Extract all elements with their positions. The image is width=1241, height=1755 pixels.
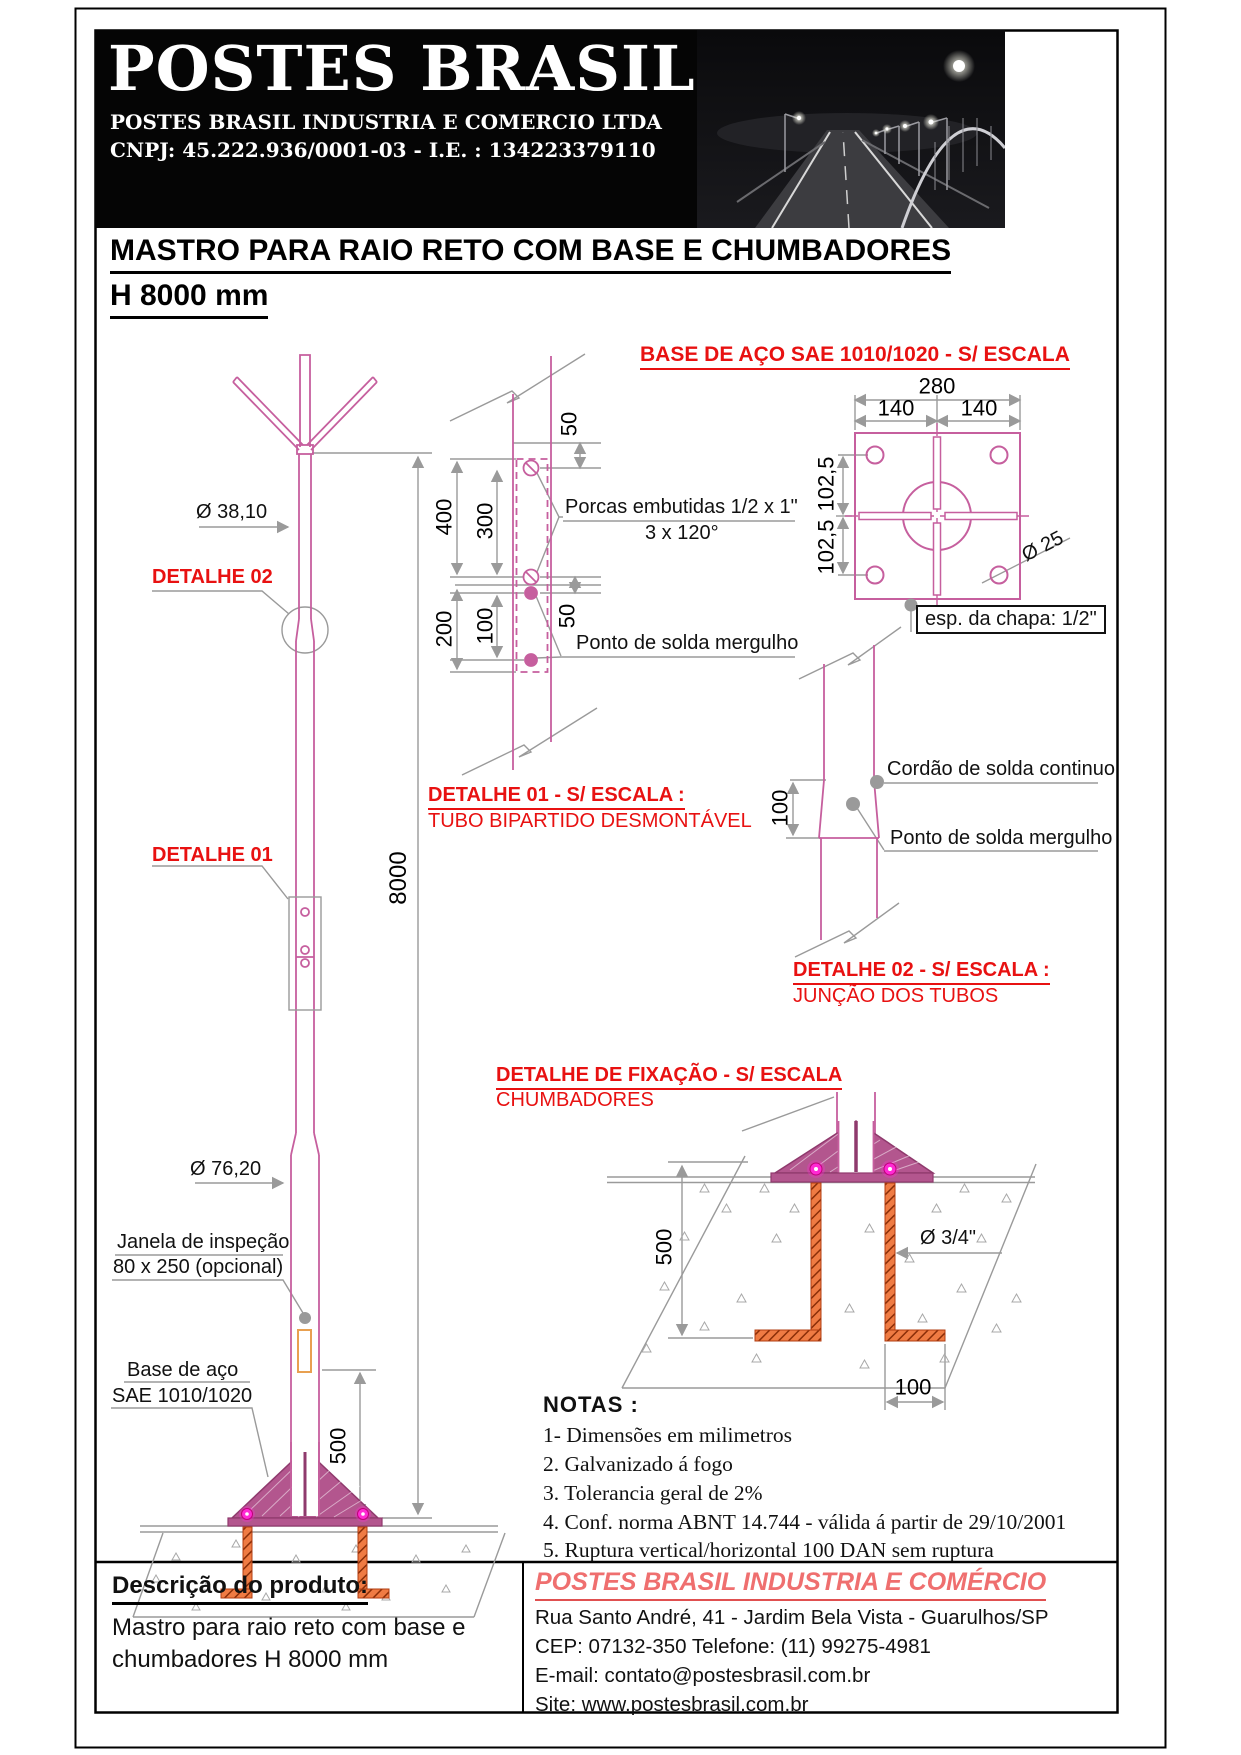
detail01-dim-200: 200 [431,610,457,648]
notes-heading: NOTAS : [543,1392,639,1417]
detail01-subtitle: TUBO BIPARTIDO DESMONTÁVEL [428,810,752,832]
hole-diameter-label: Ø 25 [1018,526,1068,567]
base-plate-dim-102-bottom: 102,5 [813,519,839,575]
footer-address: Rua Santo André, 41 - Jardim Bela Vista - Guarulhos/SP [535,1606,1049,1629]
fixation-dim-100: 100 [894,1374,932,1400]
plug-weld-label-2: Ponto de solda mergulho [890,827,1113,849]
company-name-line: POSTES BRASIL INDUSTRIA E COMERCIO LTDA [110,110,662,134]
highway-night-photo [697,30,1005,228]
detail01-drawing [513,356,551,770]
detail02-drawing [819,645,879,940]
base-plate-dim-280: 280 [918,373,956,399]
detail01-dim-100: 100 [472,607,498,645]
page-title-line1: MASTRO PARA RAIO RETO COM BASE E CHUMBADORES [110,234,951,274]
company-logo: POSTES BRASIL [108,32,696,105]
detail01-dim-50-mid: 50 [554,603,580,629]
embedded-nuts-angle-label: 3 x 120° [645,522,719,544]
header [95,30,1005,228]
footer-email: E-mail: contato@postesbrasil.com.br [535,1664,871,1687]
embedded-nuts-label: Porcas embutidas 1/2 x 1" [565,496,798,518]
note-item-4: 4. Conf. norma ABNT 14.744 - válida á partir de 29/10/2001 [543,1510,1067,1534]
inspection-window [298,1330,311,1372]
detail01-dim-400: 400 [431,498,457,536]
pole-bottom-diameter-label: Ø 76,20 [190,1158,262,1180]
cordao-leader-dot [870,775,884,789]
page-title-line2: H 8000 mm [110,279,268,319]
detail01-dim-50-top: 50 [556,411,582,437]
fixation-subtitle: CHUMBADORES [496,1089,654,1111]
steel-base-label-2: SAE 1010/1020 [112,1385,253,1407]
detail02-title: DETALHE 02 - S/ ESCALA : [793,959,1050,985]
detail01-dim-300: 300 [472,502,498,540]
product-description-line2: chumbadores H 8000 mm [112,1646,389,1673]
detail02-dim-100: 100 [767,789,793,827]
plug-weld-label: Ponto de solda mergulho [576,632,799,654]
detail01-title: DETALHE 01 - S/ ESCALA : [428,784,685,810]
steel-base-label-1: Base de aço [127,1359,239,1381]
note-item-2: 2. Galvanizado á fogo [543,1452,733,1476]
base-plate-title: BASE DE AÇO SAE 1010/1020 - S/ ESCALA [640,343,1070,370]
inspection-window-label-1: Janela de inspeção [117,1231,290,1253]
note-item-5: 5. Ruptura vertical/horizontal 100 DAN sem ruptura [543,1538,994,1562]
note-item-1: 1- Dimensões em milimetros [543,1423,793,1447]
base-plate-drawing [845,423,1030,609]
product-description-heading: Descrição do produto: [112,1572,368,1605]
base-plate-dim-140-left: 140 [877,395,915,421]
footer-cep-phone: CEP: 07132-350 Telefone: (11) 99275-4981 [535,1635,931,1658]
detail01-callout-label: DETALHE 01 [152,844,273,866]
footer-website: Site: www.postesbrasil.com.br [535,1693,809,1716]
footer-company-name: POSTES BRASIL INDUSTRIA E COMÉRCIO [535,1568,1046,1601]
plate-thickness-label: esp. da chapa: 1/2" [916,605,1106,634]
pole-base-dimension-500: 500 [325,1427,351,1465]
company-cnpj-line: CNPJ: 45.222.936/0001-03 - I.E. : 134223379110 [110,138,656,162]
fixation-dim-500: 500 [651,1228,677,1266]
fixation-drawing [755,1092,945,1341]
continuous-weld-label: Cordão de solda continuo [887,758,1115,780]
anchor-bolt-diameter-label: Ø 3/4" [920,1227,977,1249]
inspection-window-label-2: 80 x 250 (opcional) [113,1256,284,1278]
product-description-line1: Mastro para raio reto com base e [112,1614,466,1641]
base-plate-dim-102-top: 102,5 [813,456,839,512]
fixation-title: DETALHE DE FIXAÇÃO - S/ ESCALA [496,1064,842,1090]
detail02-callout-label: DETALHE 02 [152,566,273,588]
ponto-leader-dot [846,797,860,811]
detail02-subtitle: JUNÇÃO DOS TUBOS [793,985,999,1007]
base-plate-dim-140-right: 140 [960,395,998,421]
pole-top-diameter-label: Ø 38,10 [196,501,268,523]
note-item-3: 3. Tolerancia geral de 2% [543,1481,763,1505]
inspection-leader-dot [299,1312,311,1324]
pole-height-dimension: 8000 [385,851,413,905]
